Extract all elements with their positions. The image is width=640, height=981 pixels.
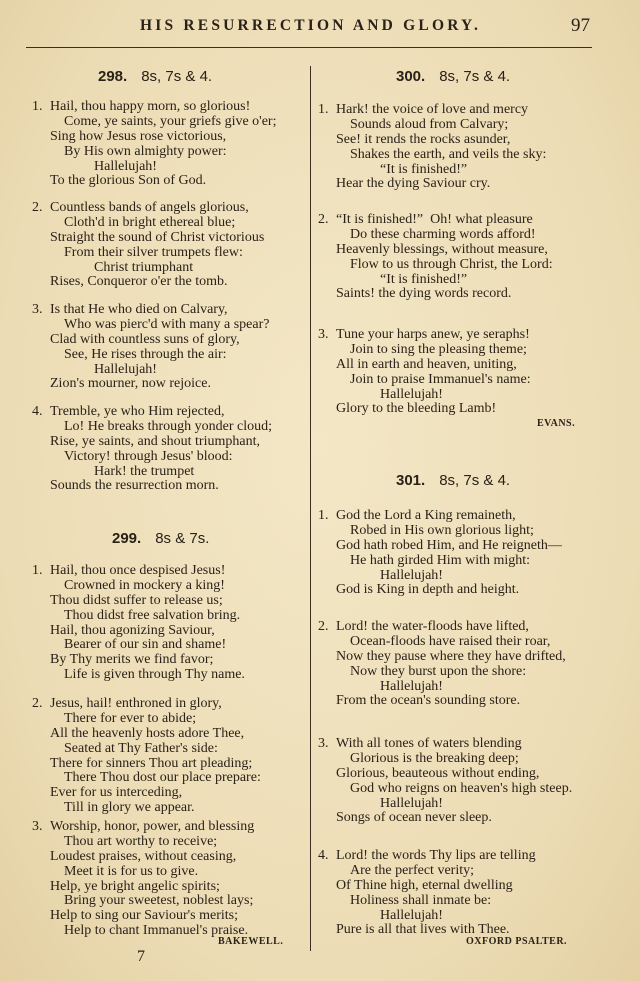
verse-line: Of Thine high, eternal dwelling <box>336 877 513 893</box>
tune-attribution: EVANS. <box>537 418 576 429</box>
verse-line: Lord! the words Thy lips are telling <box>336 848 536 863</box>
verse-line: Thou didst free salvation bring. <box>64 607 241 623</box>
verse-line: Glory to the bleeding Lamb! <box>336 401 497 417</box>
verse-line: With all tones of waters blending <box>336 736 522 751</box>
running-header <box>0 17 640 37</box>
verse-line: Tremble, ye who Him rejected, <box>50 404 225 419</box>
verse-line: Sounds the resurrection morn. <box>50 478 219 494</box>
verse-line: Is that He who died on Calvary, <box>50 302 228 317</box>
verse-line: Hail, thou once despised Jesus! <box>50 563 226 578</box>
verse-line: God the Lord a King remaineth, <box>336 508 516 523</box>
section-title: HIS RESURRECTION AND GLORY. <box>140 17 482 34</box>
verse-line: Holiness shall inmate be: <box>350 892 492 908</box>
verse-line: See! it rends the rocks asunder, <box>336 131 511 147</box>
verse-line: Till in glory we appear. <box>64 800 195 816</box>
verse-line: Bearer of our sin and shame! <box>64 637 227 653</box>
verse-line: To the glorious Son of God. <box>50 173 207 189</box>
hymn-heading <box>112 530 209 548</box>
verse-line: Join to sing the pleasing theme; <box>350 341 527 357</box>
verse-line: Lord! the water-floods have lifted, <box>336 619 529 634</box>
verse-line: Do these charming words afford! <box>350 226 536 242</box>
verse-line: Zion's mourner, now rejoice. <box>50 376 211 392</box>
verse-line: Lo! He breaks through yonder cloud; <box>64 418 272 434</box>
verse-line: By His own almighty power: <box>64 143 227 159</box>
verse-line: Help, ye bright angelic spirits; <box>50 878 220 894</box>
verse-line: Bring your sweetest, noblest lays; <box>64 893 254 909</box>
stanza-number: 2. <box>32 200 43 215</box>
verse-line: Clad with countless suns of glory, <box>50 331 240 347</box>
verse-line: Worship, honor, power, and blessing <box>50 819 255 834</box>
verse-line: By Thy merits we find favor; <box>50 652 214 668</box>
verse-line: Life is given through Thy name. <box>64 667 245 683</box>
verse-line: Thou didst suffer to release us; <box>50 592 223 608</box>
verse-line: Glorious, beauteous without ending, <box>336 765 540 781</box>
stanza <box>32 303 269 392</box>
verse-line: “It is finished!” Oh! what pleasure <box>336 212 533 227</box>
stanza-number: 1. <box>318 508 329 523</box>
stanza <box>318 509 562 598</box>
stanza-number: 2. <box>32 696 43 711</box>
verse-line: Heavenly blessings, without measure, <box>336 241 548 257</box>
verse-line: Saints! the dying words record. <box>336 286 512 302</box>
verse-line: “It is finished!” <box>380 271 468 287</box>
column-divider <box>310 66 311 951</box>
verse-line: God who reigns on heaven's high steep. <box>350 780 573 796</box>
tune-attribution: OXFORD PSALTER. <box>466 936 568 947</box>
verse-line: Come, ye saints, your griefs give o'er; <box>64 113 277 129</box>
verse-line: Pure is all that lives with Thee. <box>336 922 510 938</box>
verse-line: God hath robed Him, and He reigneth— <box>336 537 562 553</box>
stanza <box>32 820 254 939</box>
stanza <box>318 620 566 709</box>
verse-line: Hallelujah! <box>380 795 443 811</box>
hymn-heading <box>396 68 510 86</box>
verse-line: Hallelujah! <box>380 678 443 694</box>
page-number: 97 <box>571 15 590 36</box>
verse-line: Hallelujah! <box>380 567 443 583</box>
verse-line: Are the perfect verity; <box>350 862 474 878</box>
hymn-meter: 8s, 7s & 4. <box>439 68 511 85</box>
stanza <box>318 213 553 302</box>
verse-line: Hallelujah! <box>380 907 443 923</box>
verse-line: Help to chant Immanuel's praise. <box>64 923 249 939</box>
verse-line: There for sinners Thou art pleading; <box>50 755 253 771</box>
verse-line: Hark! the trumpet <box>94 463 195 479</box>
stanza <box>32 405 272 494</box>
hymn-heading <box>396 472 510 490</box>
verse-line: Songs of ocean never sleep. <box>336 810 492 826</box>
verse-line: Straight the sound of Christ victorious <box>50 229 265 245</box>
hymn-meter: 8s, 7s & 4. <box>141 68 213 85</box>
hymn-number: 300. <box>396 68 426 85</box>
verse-line: Sounds aloud from Calvary; <box>350 116 509 132</box>
stanza-number: 3. <box>318 736 329 751</box>
verse-line: Jesus, hail! enthroned in glory, <box>50 696 222 711</box>
verse-line: God is King in depth and height. <box>336 582 520 598</box>
verse-line: See, He rises through the air: <box>64 346 227 362</box>
tune-attribution: BAKEWELL. <box>218 936 284 947</box>
verse-line: Join to praise Immanuel's name: <box>350 371 531 387</box>
verse-line: Tune your harps anew, ye seraphs! <box>336 327 530 342</box>
verse-line: “It is finished!” <box>380 161 468 177</box>
verse-line: Robed in His own glorious light; <box>350 522 534 538</box>
stanza-number: 1. <box>32 99 43 114</box>
verse-line: Hallelujah! <box>94 158 157 174</box>
stanza-number: 2. <box>318 212 329 227</box>
header-rule <box>114 47 592 48</box>
verse-line: Rises, Conqueror o'er the tomb. <box>50 274 228 290</box>
verse-line: Crowned in mockery a king! <box>64 577 225 593</box>
stanza-number: 2. <box>318 619 329 634</box>
hymn-number: 298. <box>98 68 128 85</box>
verse-line: Countless bands of angels glorious, <box>50 200 249 215</box>
verse-line: Ocean-floods have raised their roar, <box>350 633 551 649</box>
verse-line: Hallelujah! <box>94 361 157 377</box>
verse-line: There Thou dost our place prepare: <box>64 770 261 786</box>
verse-line: Who was pierc'd with many a spear? <box>64 316 270 332</box>
signature-mark: 7 <box>137 948 145 965</box>
stanza-number: 3. <box>318 327 329 342</box>
stanza-number: 1. <box>32 563 43 578</box>
stanza-number: 1. <box>318 102 329 117</box>
stanza <box>318 737 572 826</box>
verse-line: Rise, ye saints, and shout triumphant, <box>50 433 260 449</box>
hymn-number: 299. <box>112 530 142 547</box>
verse-line: Seated at Thy Father's side: <box>64 740 218 756</box>
verse-line: Now they burst upon the shore: <box>350 663 527 679</box>
verse-line: He hath girded Him with might: <box>350 552 531 568</box>
verse-line: Hail, thou happy morn, so glorious! <box>50 99 251 114</box>
verse-line: Help to sing our Saviour's merits; <box>50 908 239 924</box>
verse-line: Sing how Jesus rose victorious, <box>50 128 227 144</box>
verse-line: Hallelujah! <box>380 386 443 402</box>
stanza-number: 4. <box>318 848 329 863</box>
verse-line: Ever for us interceding, <box>50 785 183 801</box>
stanza <box>318 849 536 938</box>
verse-line: From their silver trumpets flew: <box>64 244 243 260</box>
verse-line: Hark! the voice of love and mercy <box>336 102 529 117</box>
verse-line: Now they pause where they have drifted, <box>336 648 566 664</box>
stanza <box>318 103 546 192</box>
stanza <box>32 697 261 816</box>
stanza <box>32 201 264 290</box>
verse-line: Meet it is for us to give. <box>64 863 199 879</box>
stanza-number: 3. <box>32 819 43 834</box>
verse-line: From the ocean's sounding store. <box>336 693 521 709</box>
verse-line: All the heavenly hosts adore Thee, <box>50 725 245 741</box>
verse-line: Thou art worthy to receive; <box>64 833 218 849</box>
hymn-meter: 8s & 7s. <box>155 530 210 547</box>
stanza <box>32 564 245 683</box>
verse-line: There for ever to abide; <box>64 710 197 726</box>
verse-line: Glorious is the breaking deep; <box>350 750 519 766</box>
verse-line: Hail, thou agonizing Saviour, <box>50 622 215 638</box>
verse-line: Loudest praises, without ceasing, <box>50 848 237 864</box>
verse-line: Victory! through Jesus' blood: <box>64 448 233 464</box>
hymn-number: 301. <box>396 472 426 489</box>
verse-line: Hear the dying Saviour cry. <box>336 176 491 192</box>
hymn-meter: 8s, 7s & 4. <box>439 472 511 489</box>
verse-line: Shakes the earth, and veils the sky: <box>350 146 547 162</box>
verse-line: Cloth'd in bright ethereal blue; <box>64 214 236 230</box>
stanza <box>32 100 276 189</box>
verse-line: All in earth and heaven, uniting, <box>336 356 517 372</box>
hymn-heading <box>98 68 212 86</box>
verse-line: Christ triumphant <box>94 259 194 275</box>
stanza-number: 3. <box>32 302 43 317</box>
stanza-number: 4. <box>32 404 43 419</box>
verse-line: Flow to us through Christ, the Lord: <box>350 256 553 272</box>
stanza <box>318 328 531 417</box>
